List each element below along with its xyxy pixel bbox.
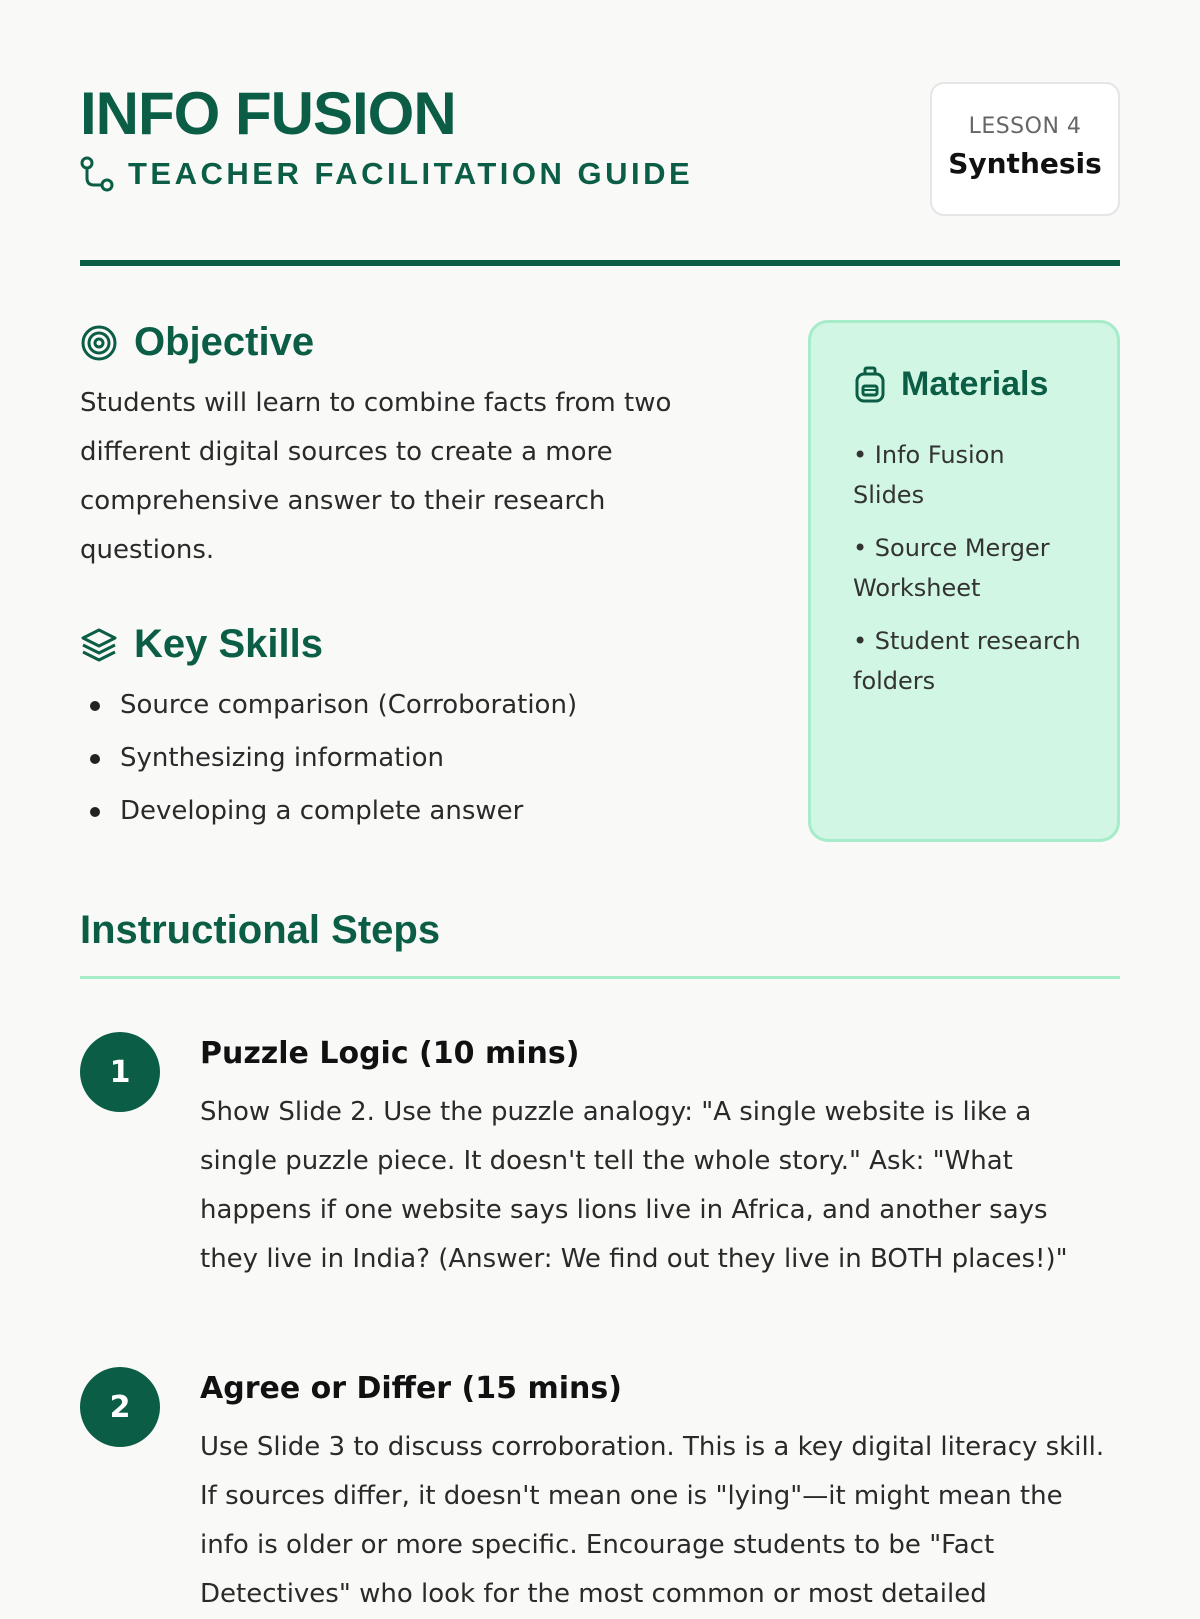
material-item: • Student research folders	[853, 627, 1081, 695]
key-skills-list	[80, 679, 720, 838]
steps-section-heading	[80, 908, 440, 953]
skill-item: Source comparison (Corroboration)	[80, 679, 720, 732]
header-divider	[80, 260, 1120, 266]
material-item: • Source Merger Worksheet	[853, 534, 1050, 602]
layers-icon	[80, 626, 118, 664]
target-icon	[80, 324, 118, 362]
materials-heading	[853, 365, 1048, 404]
lesson-number: LESSON 4	[968, 114, 1082, 139]
steps-divider	[80, 976, 1120, 979]
guide-subtitle	[80, 156, 693, 192]
step-text: Use Slide 3 to discuss corroboration. This is a key digital literacy skill. If sources differ, it doesn't mean one is "lying"—it might mean the info is older or more specific. Encourage students to be "Fact Detectives" who look for the most common or most detailed	[200, 1432, 1105, 1609]
lesson-name: Synthesis	[948, 147, 1102, 180]
materials-list	[853, 435, 1083, 714]
step-title: Puzzle Logic (10 mins)	[200, 1036, 580, 1071]
step-number-badge: 2	[80, 1367, 160, 1447]
skill-item: Synthesizing information	[80, 732, 720, 785]
objective-heading-text: Objective	[134, 320, 315, 364]
objective-text: Students will learn to combine facts from two different digital sources to create a more comprehensive answer to their research questions.	[80, 388, 672, 565]
guide-title: INFO FUSION	[80, 80, 456, 147]
backpack-icon	[853, 366, 887, 404]
key-skills-section	[80, 622, 720, 838]
materials-heading-text: Materials	[901, 365, 1049, 403]
objective-heading	[80, 320, 720, 365]
key-skills-heading	[80, 622, 720, 667]
steps-heading-text: Instructional Steps	[80, 908, 441, 952]
material-item: • Info Fusion Slides	[853, 441, 1005, 509]
route-icon	[80, 156, 114, 192]
materials-box	[808, 320, 1120, 842]
step-title: Agree or Differ (15 mins)	[200, 1371, 622, 1406]
skill-item: Developing a complete answer	[80, 785, 720, 838]
objective-section	[80, 320, 720, 575]
lesson-badge	[930, 82, 1120, 216]
step-text: Show Slide 2. Use the puzzle analogy: "A single website is like a single puzzle piece. It doesn't tell the whole story." Ask: "What happens if one website says lions live in Africa, and another says they live in India? (Answer: We find out they live in BOTH places!)"	[200, 1097, 1068, 1274]
header	[80, 82, 1120, 222]
subtitle-text: TEACHER FACILITATION GUIDE	[128, 156, 694, 191]
step-number-badge: 1	[80, 1032, 160, 1112]
key-skills-heading-text: Key Skills	[134, 622, 324, 666]
